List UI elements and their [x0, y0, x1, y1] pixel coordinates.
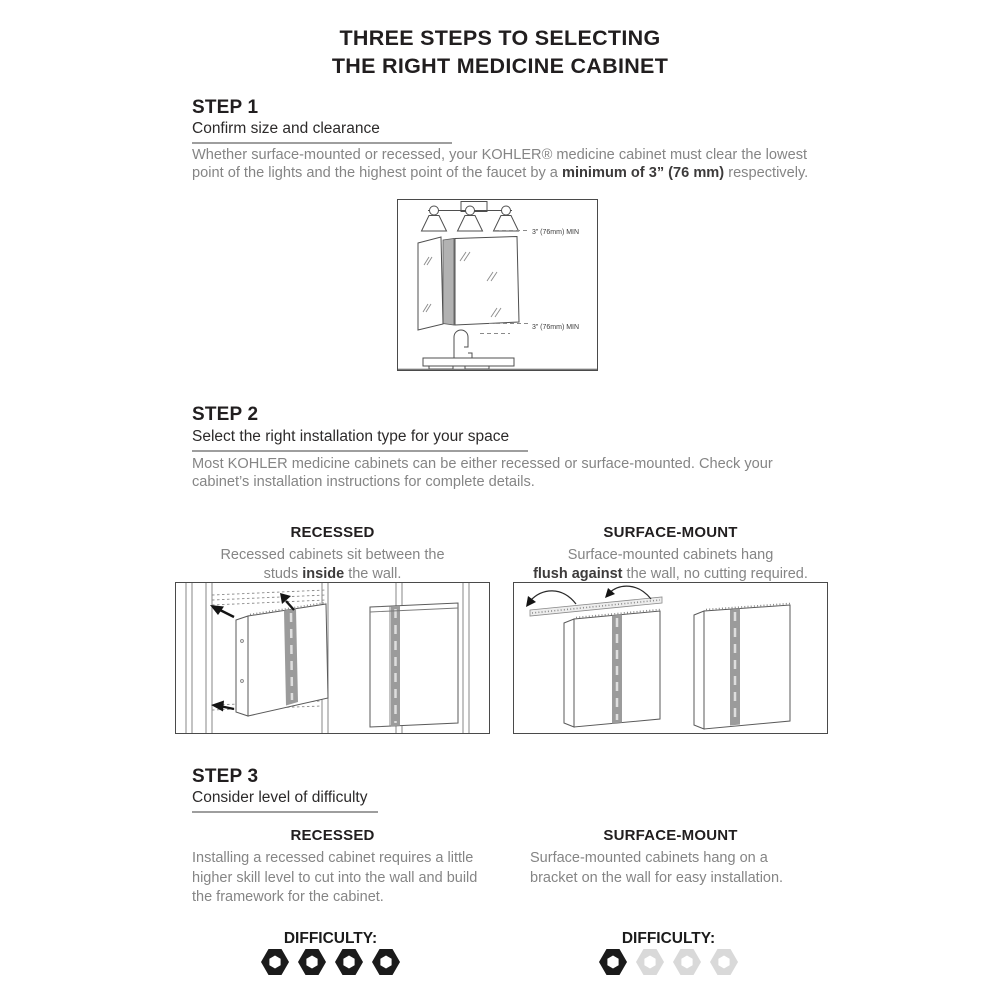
step2-description-line1: Most KOHLER medicine cabinets can be either recessed or surface-mounted. Check your [192, 456, 773, 472]
difficulty-hexagon-icon [599, 949, 627, 975]
step1-description-line1: Whether surface-mounted or recessed, your KOHLER® medicine cabinet must clear the lowest [192, 147, 808, 163]
page-title [0, 24, 1000, 80]
step2-subtitle: Select the right installation type for your space [192, 428, 528, 452]
step2-surface-mount-description: Surface-mounted cabinets hang flush against the wall, no cutting required. [533, 547, 808, 582]
surface-mount-difficulty-rating [599, 949, 738, 975]
cabinet-installed-icon [370, 603, 458, 727]
vanity-light-icon [422, 202, 519, 232]
surface-mount-install-drawing [514, 583, 827, 733]
recessed-difficulty-rating [261, 949, 400, 975]
step3-heading: STEP 3 [192, 766, 259, 787]
clearance-diagram [397, 199, 598, 371]
cabinet-mounted-icon [694, 604, 790, 730]
page-title-line1: THREE STEPS TO SELECTING [339, 26, 661, 50]
step3-surface-mount-heading: SURFACE-MOUNT [603, 827, 738, 844]
step3-subtitle: Consider level of difficulty [192, 789, 378, 813]
step2-recessed-heading: RECESSED [290, 524, 375, 541]
difficulty-hexagon-icon [636, 949, 664, 975]
page-title-line2: THE RIGHT MEDICINE CABINET [331, 54, 669, 78]
step1-description [192, 147, 808, 182]
step2-heading: STEP 2 [192, 404, 259, 425]
step3-surface-mount-description: Surface-mounted cabinets hang on a bracket on the wall for easy installation. [530, 850, 784, 886]
difficulty-hexagon-icon [372, 949, 400, 975]
recessed-difficulty-label: DIFFICULTY: [283, 930, 378, 947]
step2-recessed-emphasis: inside [302, 566, 345, 582]
difficulty-hexagon-icon [298, 949, 326, 975]
surface-mount-install-diagram [513, 582, 828, 734]
step2-description [192, 456, 773, 491]
clearance-diagram-drawing [398, 200, 597, 370]
cabinet-inserting-icon [236, 603, 328, 717]
step3-recessed-heading: RECESSED [290, 827, 375, 844]
difficulty-hexagon-icon [261, 949, 289, 975]
faucet-icon [454, 330, 472, 358]
difficulty-hexagon-icon [710, 949, 738, 975]
medicine-cabinet-icon [418, 237, 519, 331]
difficulty-hexagon-icon [335, 949, 363, 975]
step2-description-line2: cabinet’s installation instructions for complete details. [192, 473, 535, 490]
recessed-install-diagram [175, 582, 490, 734]
step2-surface-mount-heading: SURFACE-MOUNT [603, 524, 738, 541]
bottom-clearance-label: 3” (76mm) MIN [532, 324, 580, 331]
step1-heading: STEP 1 [192, 97, 259, 118]
vanity-counter-icon [398, 358, 597, 369]
surface-mount-difficulty-label: DIFFICULTY: [621, 930, 716, 947]
recessed-install-drawing [176, 583, 489, 733]
step2-surface-emphasis: flush against [533, 566, 623, 582]
step1-description-line2: point of the lights and the highest point of the faucet by a minimum of 3” (76 mm) respectively. [192, 164, 809, 181]
step1-subtitle: Confirm size and clearance [192, 120, 452, 144]
step2-recessed-description: Recessed cabinets sit between the studs inside the wall. [220, 547, 445, 582]
cabinet-hanging-icon [564, 610, 660, 728]
top-clearance-label: 3” (76mm) MIN [532, 229, 580, 236]
step3-recessed-description: Installing a recessed cabinet requires a little higher skill level to cut into the wall and build the framework for the cabinet. [192, 850, 478, 905]
step1-clearance-emphasis: minimum of 3” (76 mm) [561, 164, 725, 181]
difficulty-hexagon-icon [673, 949, 701, 975]
